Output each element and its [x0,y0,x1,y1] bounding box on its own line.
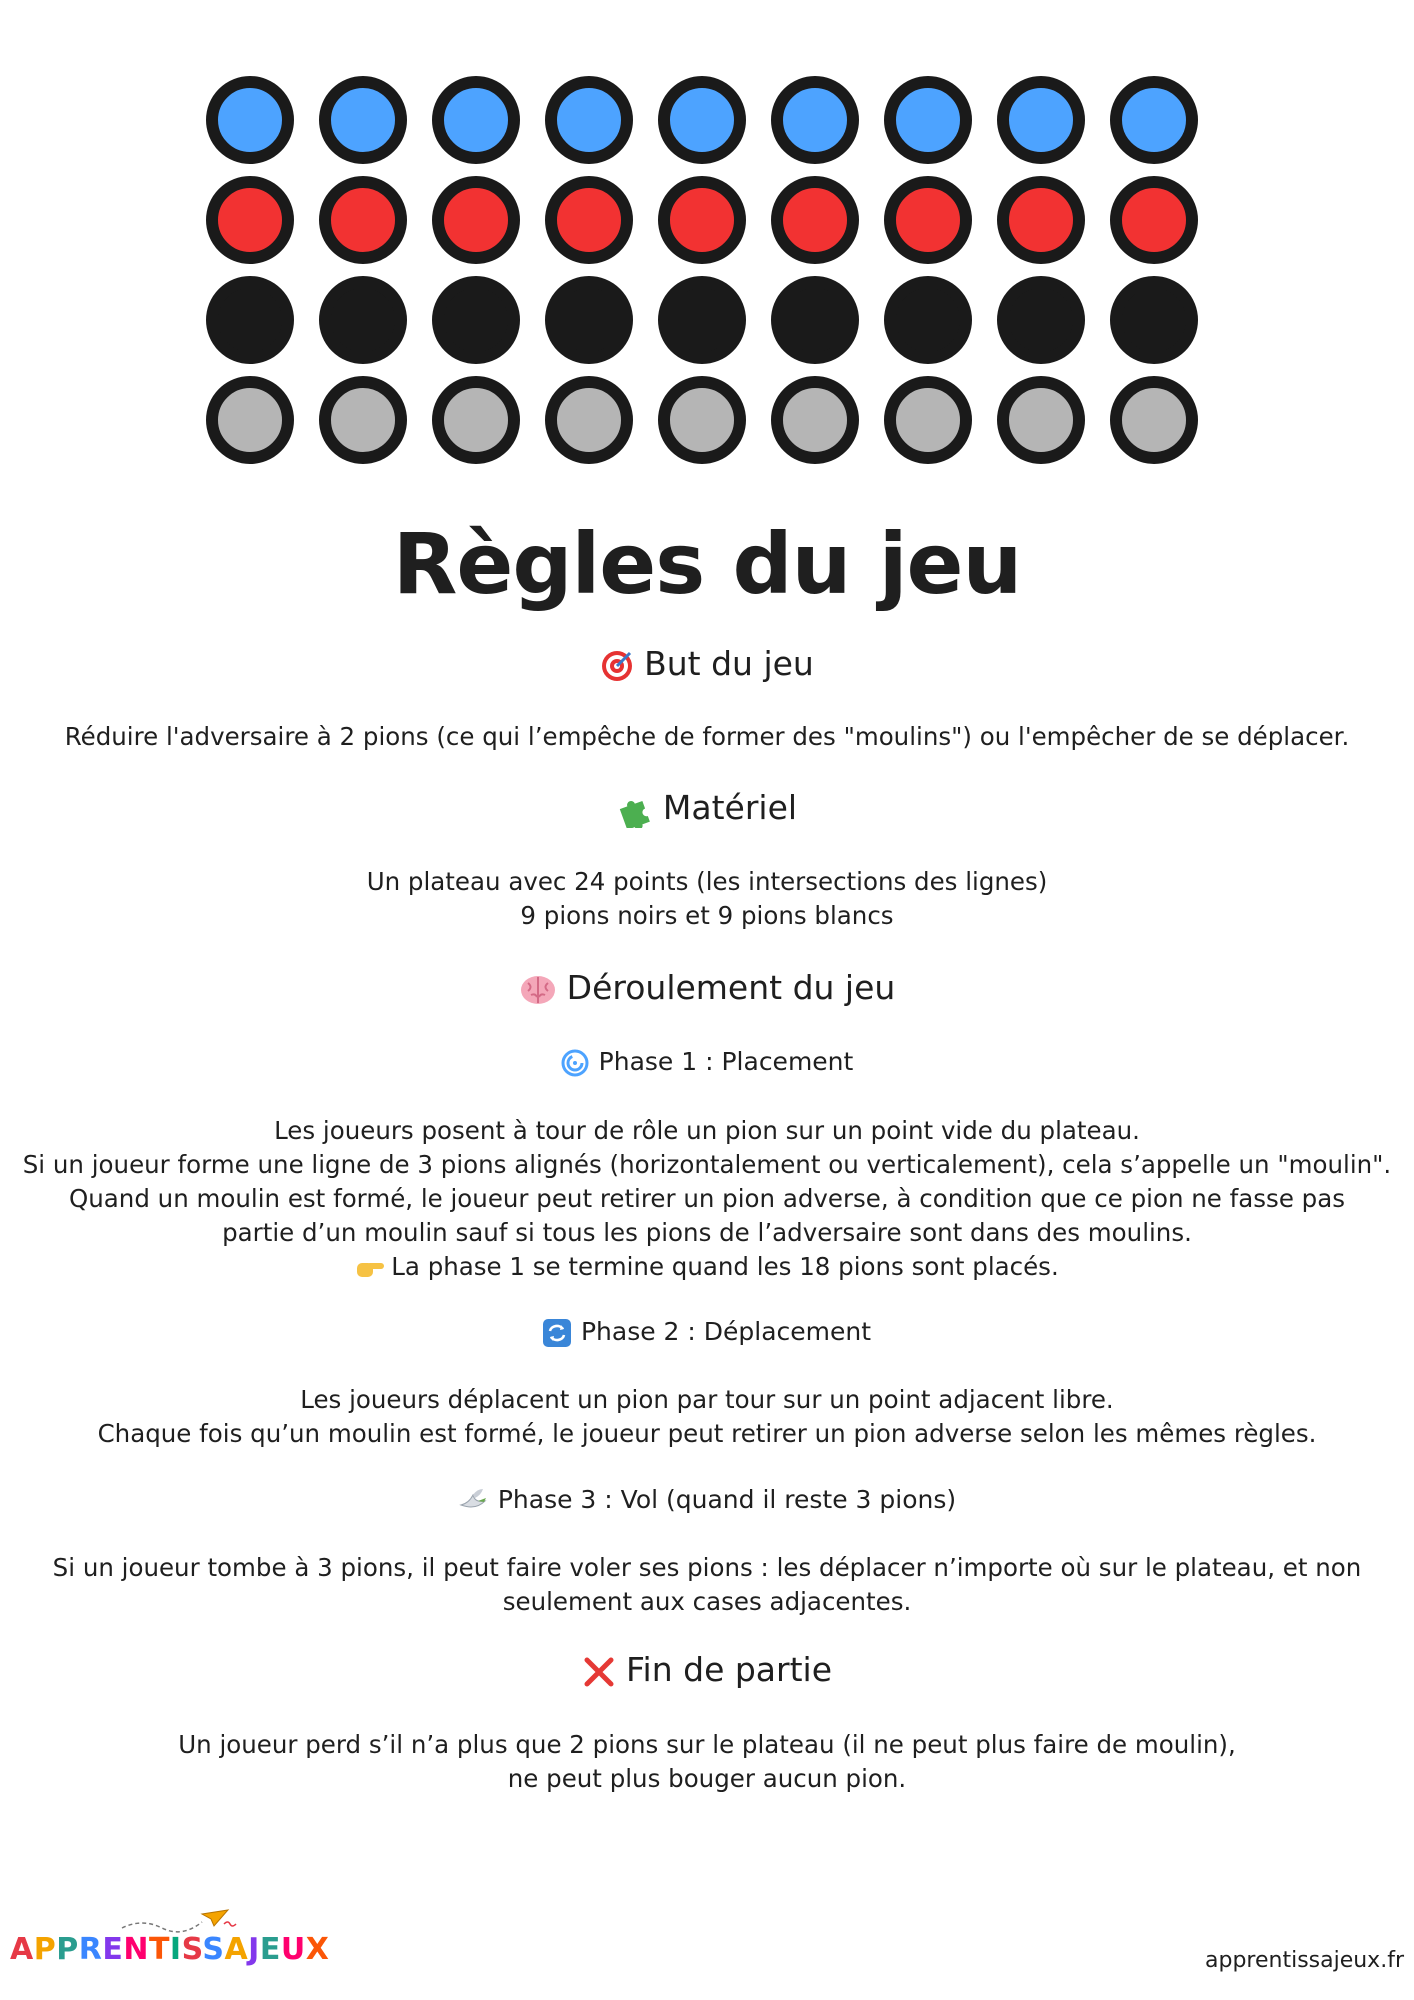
pion-red [206,176,294,264]
pointing-hand-icon [355,1257,385,1279]
pion-black [319,276,407,364]
brand-text [10,1932,329,1967]
section-title: Fin de partie [625,1650,833,1689]
pion-black [1110,276,1198,364]
pion-black [432,276,520,364]
pion-black [771,276,859,364]
pion-blue [771,76,859,164]
brand-letter: A [224,1932,249,1967]
but-text: Réduire l'adversaire à 2 pions (ce qui l’empêche de former des "moulins") ou l'empêcher de se déplacer. [64,722,1350,751]
pion-blue [432,76,520,164]
brand-letter: X [305,1932,330,1967]
phase3-text [0,1551,1414,1619]
materiel-line: Un plateau avec 24 points (les intersections des lignes) [366,867,1048,896]
repeat-icon [543,1319,571,1347]
target-icon [600,649,634,683]
dove-icon [458,1487,488,1515]
cyclone-icon [561,1049,589,1077]
section-heading-but [0,644,1414,684]
pion-grey [432,376,520,464]
pion-red [1110,176,1198,264]
materiel-text [0,865,1414,933]
pion-grey [884,376,972,464]
brand-letter: R [78,1932,103,1967]
section-title: Déroulement du jeu [566,968,896,1007]
pion-blue [997,76,1085,164]
phase1-text [0,1114,1414,1284]
pion-black [884,276,972,364]
brand-letter: P [33,1932,57,1967]
brand-letter: P [56,1932,79,1967]
phase2-text [0,1383,1414,1451]
pion-red [319,176,407,264]
puzzle-icon [617,792,653,828]
fin-text [0,1728,1414,1796]
pion-grey [658,376,746,464]
pion-blue [545,76,633,164]
pion-grey [206,376,294,464]
phase1-line: Si un joueur forme une ligne de 3 pions alignés (horizontalement ou verticalement), cela s’appelle un "moulin". [22,1150,1392,1179]
section-heading-fin [0,1650,1414,1690]
phase1-line: Les joueurs posent à tour de rôle un pion sur un point vide du plateau. [274,1116,1140,1145]
pion-blue [658,76,746,164]
phase3-line: seulement aux cases adjacentes. [502,1587,912,1616]
page-title: Règles du jeu [392,515,1022,613]
phase-title: Phase 2 : Déplacement [580,1317,872,1346]
materiel-line: 9 pions noirs et 9 pions blancs [520,901,894,930]
pion-blue [1110,76,1198,164]
section-heading-materiel [0,788,1414,828]
brain-icon [519,973,557,1007]
pion-grey [1110,376,1198,464]
pion-blue [884,76,972,164]
pion-red [997,176,1085,264]
pion-black [206,276,294,364]
pion-black [545,276,633,364]
pion-red [658,176,746,264]
pion-red [432,176,520,264]
brand-letter: E [259,1932,281,1967]
brand-letter: I [169,1932,182,1967]
pion-grey [319,376,407,464]
cross-mark-icon [582,1655,616,1689]
phase3-line: Si un joueur tombe à 3 pions, il peut faire voler ses pions : les déplacer n’importe où sur le plateau, et non [52,1553,1362,1582]
brand-letter: A [10,1932,34,1967]
phase1-line: partie d’un moulin sauf si tous les pions de l’adversaire sont dans des moulins. [222,1218,1192,1247]
phase1-line: Quand un moulin est formé, le joueur peut retirer un pion adverse, à condition que ce pion ne fasse pas [68,1184,1346,1213]
site-url: apprentissajeux.fr [1205,1948,1404,1973]
section-title: Matériel [662,788,798,827]
brand-letter: E [102,1932,124,1967]
pion-black [997,276,1085,364]
fin-line: ne peut plus bouger aucun pion. [507,1764,907,1793]
phase3-heading [0,1484,1414,1516]
phase1-heading [0,1046,1414,1078]
pion-red [771,176,859,264]
phase1-line: La phase 1 se termine quand les 18 pions sont placés. [0,1250,1414,1284]
pion-grid [206,76,1198,464]
pion-grey [545,376,633,464]
brand-letter: U [280,1932,306,1967]
brand-letter: S [202,1932,225,1967]
section-title: But du jeu [644,644,814,683]
phase-title: Phase 1 : Placement [598,1047,854,1076]
section-heading-deroulement [0,968,1414,1008]
brand-letter: S [181,1932,203,1967]
paper-plane-icon [120,1908,240,1934]
brand-logo [10,1908,330,1968]
pion-grey [771,376,859,464]
phase-title: Phase 3 : Vol (quand il reste 3 pions) [497,1485,957,1514]
brand-letter: J [248,1932,260,1967]
pion-blue [206,76,294,164]
phase2-line: Chaque fois qu’un moulin est formé, le joueur peut retirer un pion adverse selon les mêmes règles. [97,1419,1317,1448]
brand-letter: N [123,1932,149,1967]
fin-line: Un joueur perd s’il n’a plus que 2 pions sur le plateau (il ne peut plus faire de moulin), [178,1730,1236,1759]
pion-grey [997,376,1085,464]
phase2-heading [0,1316,1414,1348]
pion-black [658,276,746,364]
brand-letter: T [148,1932,170,1967]
phase2-line: Les joueurs déplacent un pion par tour sur un point adjacent libre. [300,1385,1114,1414]
pion-red [545,176,633,264]
pion-blue [319,76,407,164]
pion-red [884,176,972,264]
